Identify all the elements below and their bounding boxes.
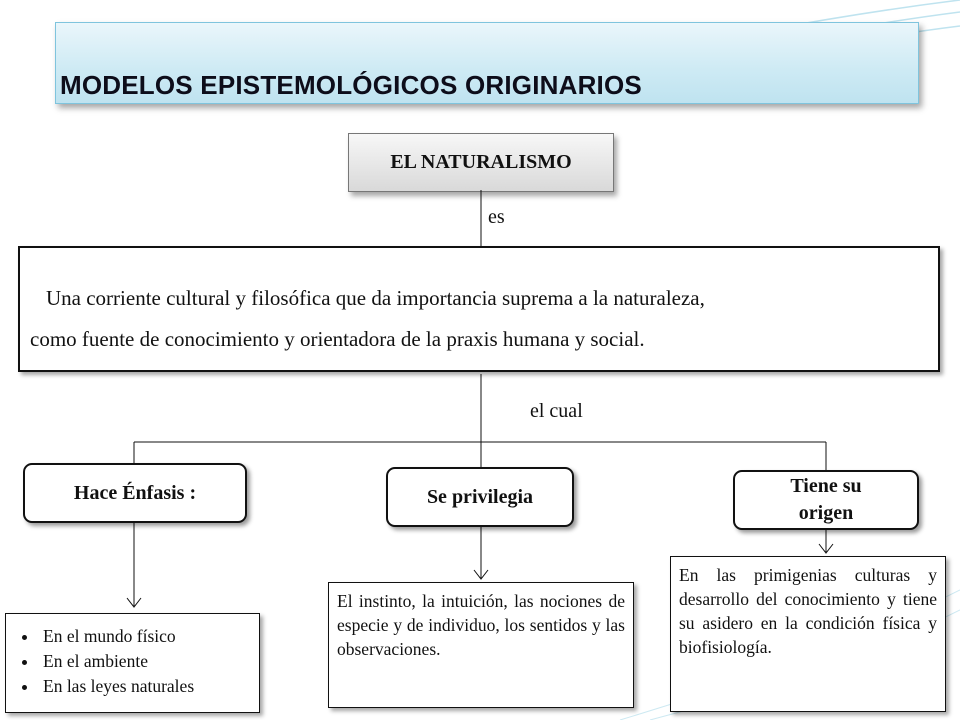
definition-line-1: Una corriente cultural y filosófica que da importancia suprema a la naturaleza, [46, 286, 705, 310]
definition-line-2: como fuente de conocimiento y orientadora de la praxis humana y social. [30, 327, 645, 351]
enfasis-list [6, 614, 259, 699]
privilegia-text: El instinto, la intuición, las nociones de especie y de individuo, los sentidos y las observaciones. [337, 591, 625, 659]
link-label-es: es [488, 206, 505, 228]
link-label-el-cual: el cual [530, 400, 583, 422]
list-item: • En el mundo físico [39, 624, 259, 649]
branch-box-enfasis: Hace Énfasis : [23, 463, 247, 523]
main-concept-box: EL NATURALISMO [348, 133, 614, 192]
origen-text-box [670, 556, 946, 712]
origen-text: En las primigenias culturas y desarrollo del conocimiento y tiene su asidero en la condición física y biofisiología. [679, 565, 937, 657]
enfasis-list-box [5, 613, 260, 713]
privilegia-text-box [328, 582, 634, 708]
definition-box [18, 246, 940, 372]
title-banner [55, 22, 919, 104]
list-item: • En las leyes naturales [39, 674, 259, 699]
branch-box-origen: Tiene su origen [733, 470, 919, 530]
list-item: • En el ambiente [39, 649, 259, 674]
branch-box-privilegia: Se privilegia [386, 467, 574, 527]
page-title: MODELOS EPISTEMOLÓGICOS ORIGINARIOS [60, 70, 642, 100]
